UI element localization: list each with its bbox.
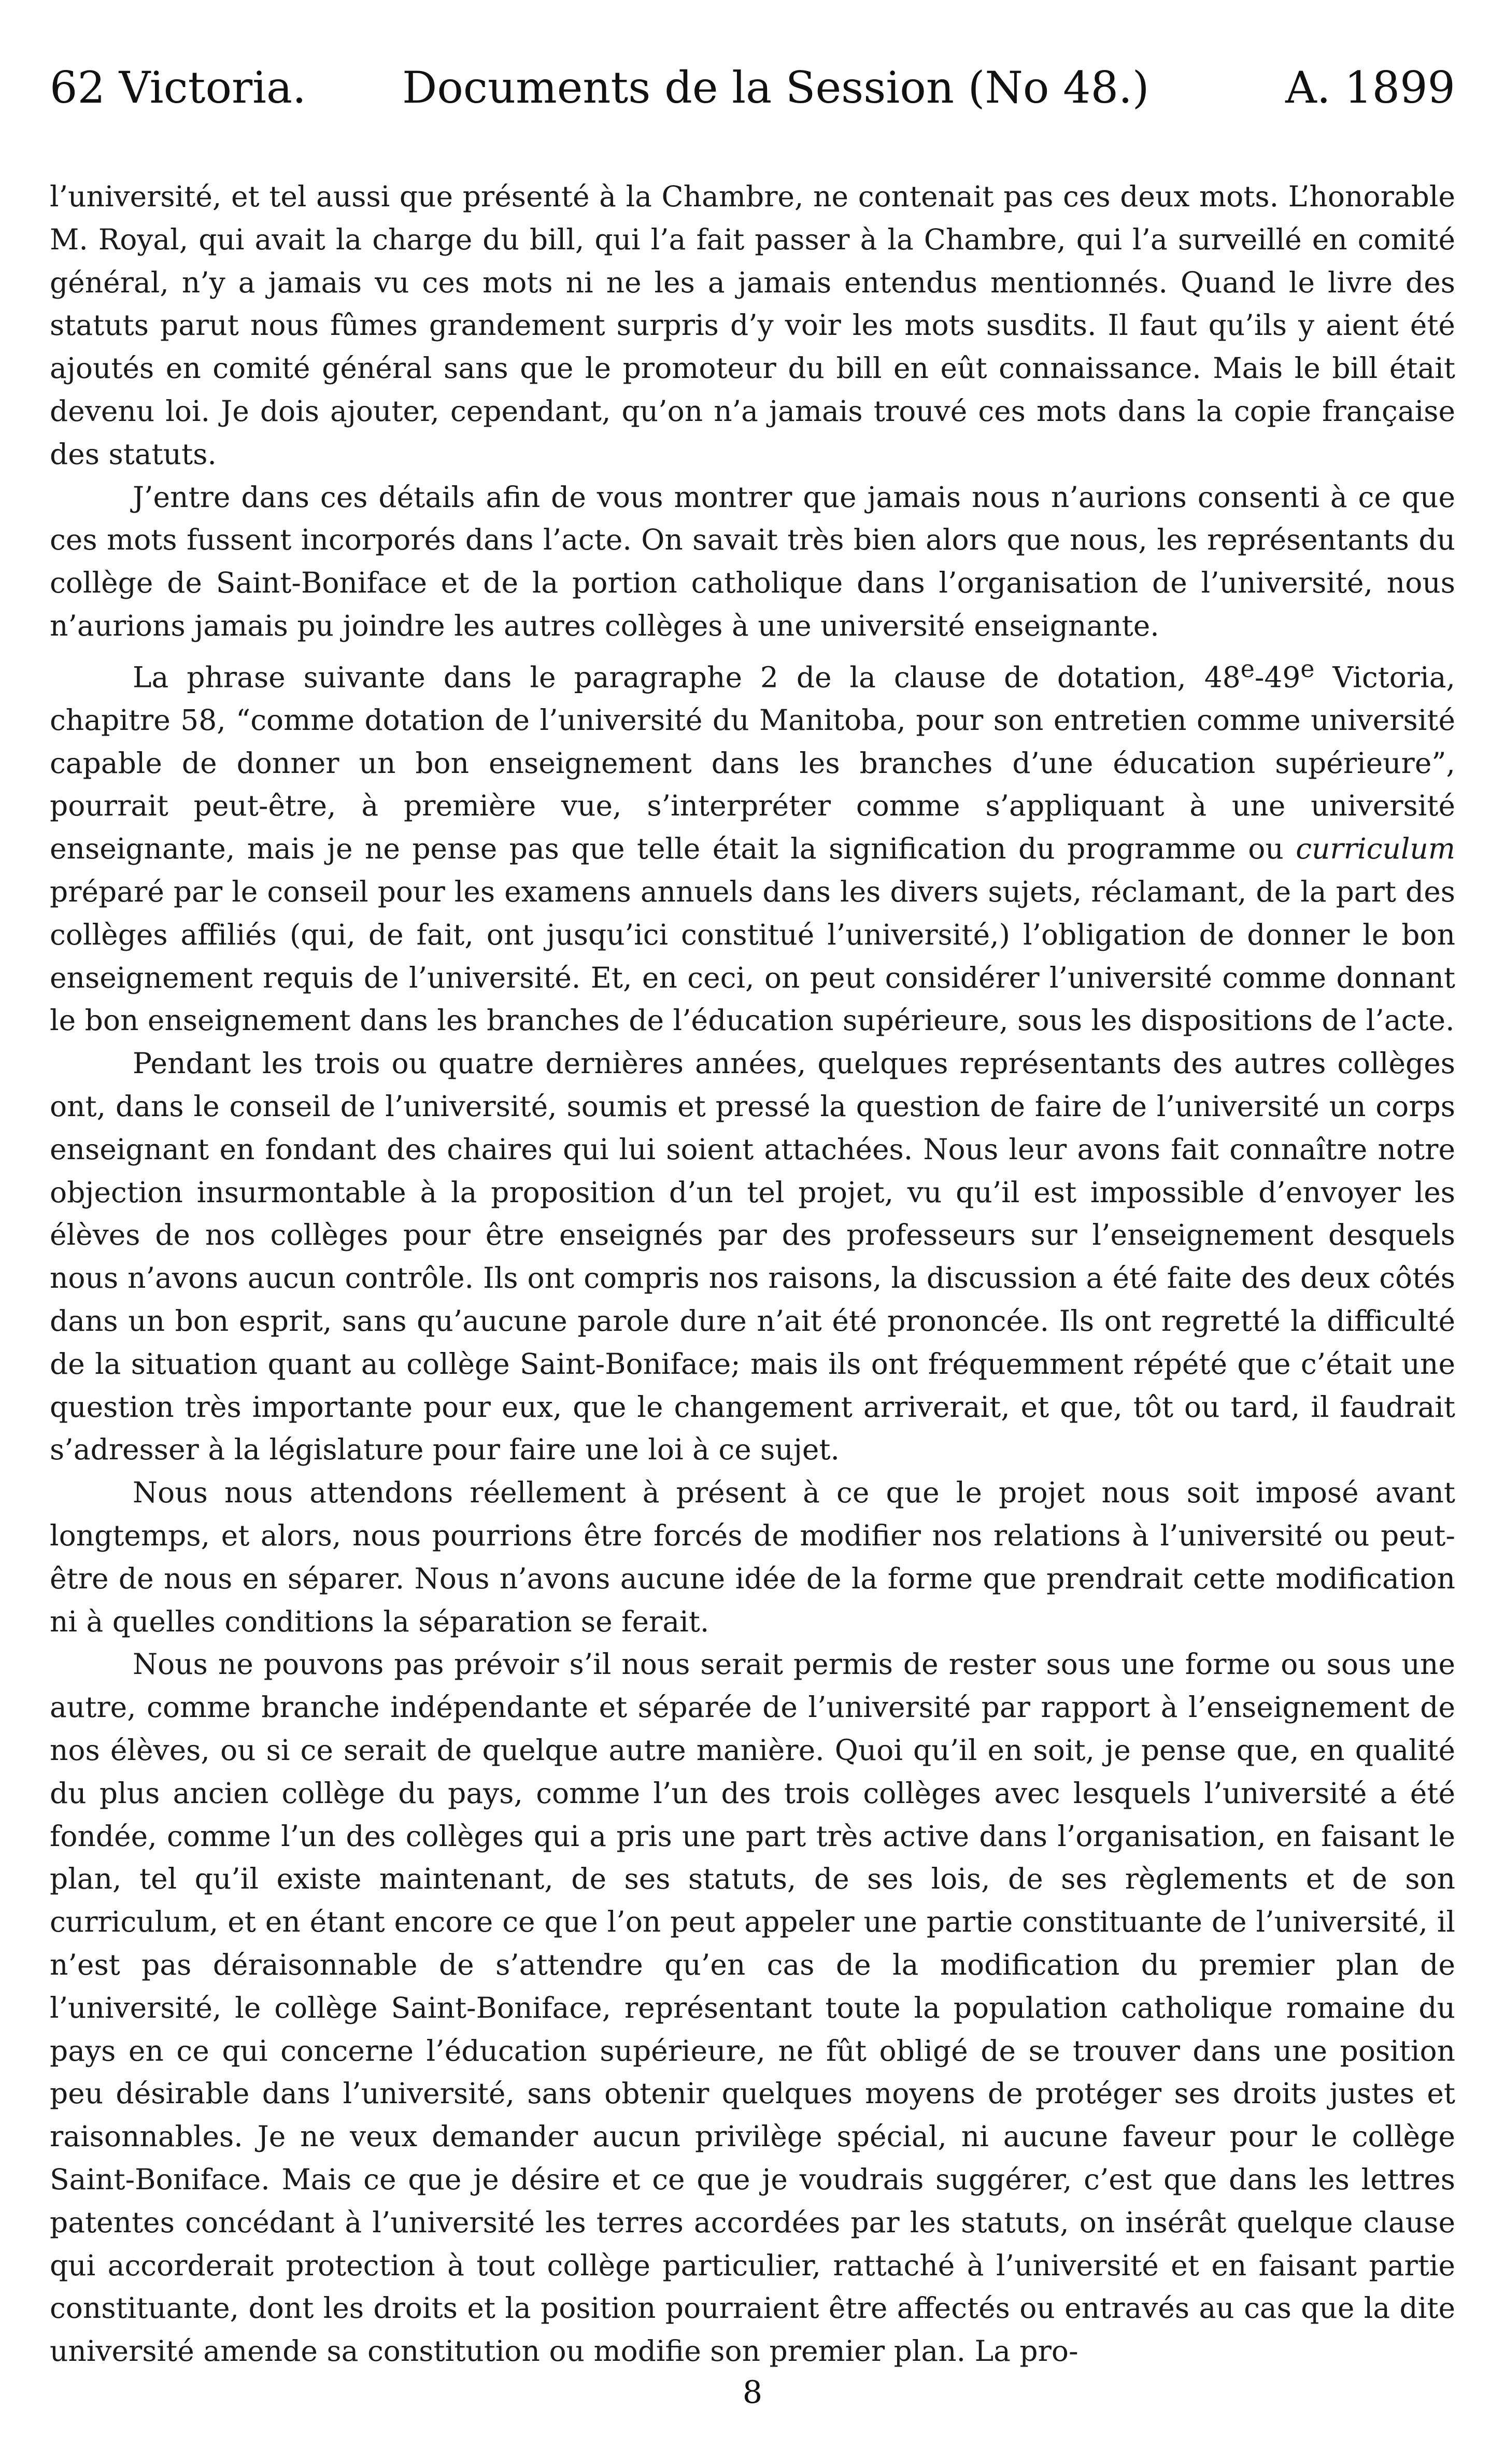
paragraph-3-before: La phrase suivante dans le paragraphe 2 de la clause de dotation, 48 [133,660,1241,694]
paragraph-1: l’université, et tel aussi que présenté à la Chambre, ne contenait pas ces deux mots. L’honorable M. Royal, qui avait la charge du bill, qui l’a fait passer à la Chambre, qui l’a surveillé en comité général, n’y a jamais vu ces mots ni ne les a jamais entendus mentionnés. Quand le livre des statuts parut nous fûmes grandement surpris d’y voir les mots susdits. Il faut qu’ils y aient été ajoutés en comité général sans que le promoteur du bill en eût connaissance. Mais le bill était devenu loi. Je dois ajouter, cependant, qu’on n’a jamais trouvé ces mots dans la copie française des statuts. [50,180,1455,471]
running-header [50,62,1455,119]
header-title: Documents de la Session (No 48.) [402,62,1149,113]
paragraph-4: Pendant les trois ou quatre dernières années, quelques représentants des autres collèges ont, dans le conseil de l’université, soumis et pressé la question de faire de l’université un corps enseignant en fondant des chaires qui lui soient attachées. Nous leur avons fait connaître notre objection insurmontable à la proposition d’un tel projet, vu qu’il est impossible d’envoyer les élèves de nos collèges pour être enseignés par des professeurs sur l’enseignement desquels nous n’avons aucun contrôle. Ils ont compris nos raisons, la discussion a été faite des deux côtés dans un bon esprit, sans qu’aucune parole dure n’ait été prononcée. Ils ont regretté la difficulté de la situation quant au collège Saint-Boniface; mais ils ont fréquemment répété que c’était une question très importante pour eux, que le changement arriverait, et que, tôt ou tard, il faudrait s’adresser à la législature pour faire une loi à ce sujet. [50,1047,1455,1467]
header-volume: 62 Victoria. [50,62,306,113]
body-text [50,175,1455,2373]
header-year: A. 1899 [1285,62,1455,113]
paragraph-5: Nous nous attendons réellement à présent à ce que le projet nous soit imposé avant longtemps, et alors, nous pourrions être forcés de modifier nos relations à l’université ou peut-être de nous en séparer. Nous n’avons aucune idée de la forme que prendrait cette modification ni à quelles conditions la séparation se ferait. [50,1476,1455,1638]
page-number: 8 [742,2374,763,2411]
paragraph-3-after-2: préparé par le conseil pour les examens annuels dans les divers sujets, réclamant, de la part des collèges affiliés (qui, de fait, ont jusqu’ici constitué l’université,) l’obligation de donner le bon enseignement requis de l’université. Et, en ceci, on peut considérer l’université comme donnant le bon enseignement dans les branches de l’éducation supérieure, sous les dispositions de l’acte. [50,875,1455,1037]
paragraph-6: Nous ne pouvons pas prévoir s’il nous serait permis de rester sous une forme ou sous une autre, comme branche indépendante et séparée de l’université par rapport à l’enseignement de nos élèves, ou si ce serait de quelque autre manière. Quoi qu’il en soit, je pense que, en qualité du plus ancien collège du pays, comme l’un des trois collèges avec lesquels l’université a été fondée, comme l’un des collèges qui a pris une part très active dans l’organisation, en faisant le plan, tel qu’il existe maintenant, de ses statuts, de ses lois, de ses règlements et de son curriculum, et en étant encore ce que l’on peut appeler une partie constituante de l’université, il n’est pas déraisonnable de s’attendre qu’en cas de la modification du premier plan de l’université, le collège Saint-Boniface, représentant toute la population catholique romaine du pays en ce qui concerne l’éducation supérieure, ne fût obligé de se trouver dans une position peu désirable dans l’université, sans obtenir quelques moyens de protéger ses droits justes et raisonnables. Je ne veux demander aucun privilège spécial, ni aucune faveur pour le collège Saint-Boniface. Mais ce que je désire et ce que je voudrais suggérer, c’est que dans les lettres patentes concédant à l’université les terres accordées par les statuts, on insérât quelque clause qui accorderait protection à tout collège particulier, rattaché à l’université et en faisant partie constituante, dont les droits et la position pourraient être affectés ou entravés au cas que la dite université amende sa constitution ou modifie son premier plan. La pro- [50,1648,1455,2368]
paragraph-3-mid: -49 [1254,660,1301,694]
superscript-2: e [1300,654,1315,683]
paragraph-3-italic: curriculum [1296,832,1455,866]
paragraph-2: J’entre dans ces détails afin de vous montrer que jamais nous n’aurions consenti à ce que ces mots fussent incorporés dans l’acte. On savait très bien alors que nous, les représentants du collège de Saint-Boniface et de la portion catholique dans l’organisation de l’université, nous n’aurions jamais pu joindre les autres collèges à une université enseignante. [50,480,1455,642]
paragraph-3-after-1: Victoria, chapitre 58, “comme dotation de l’université du Manitoba, pour son entretien comme université capable de donner un bon enseignement dans les branches d’une éducation supérieure”, pourrait peut-être, à première vue, s’interpréter comme s’appliquant à une université enseignante, mais je ne pense pas que telle était la signification du programme ou [50,660,1455,866]
paragraph-3 [50,647,1455,1043]
page-footer [0,2374,1505,2411]
superscript-1: e [1240,654,1255,683]
